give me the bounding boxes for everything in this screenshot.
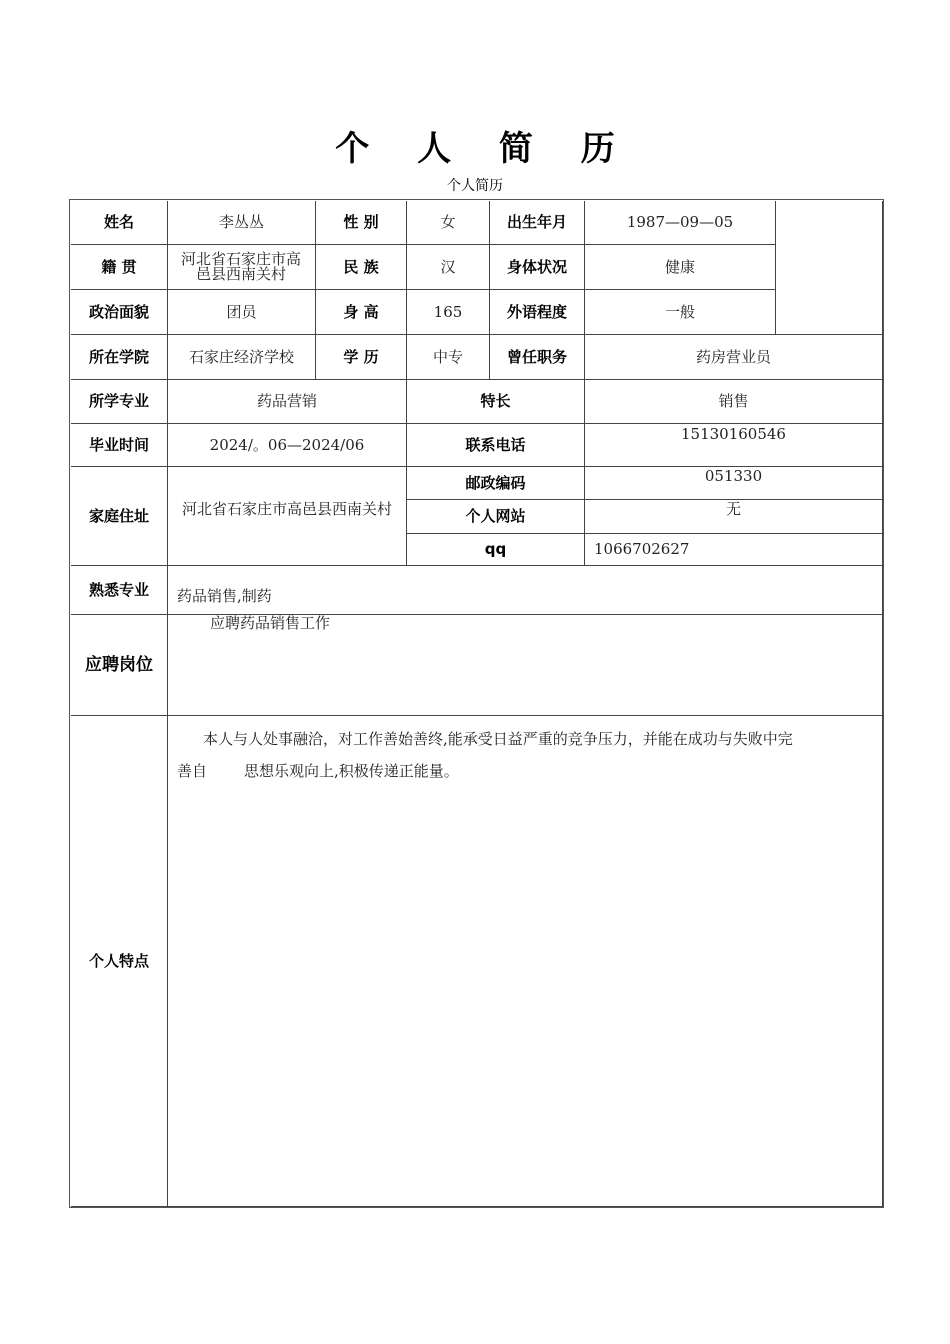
traits-line-2a: 善自	[177, 761, 208, 780]
document-subtitle: 个人简历	[447, 178, 503, 194]
value-familiar: 药品销售,制药	[177, 586, 272, 605]
label-gender: 性 别	[343, 213, 379, 231]
label-name: 姓名	[103, 213, 134, 231]
value-major: 药品营销	[256, 392, 317, 410]
label-specialty: 特长	[480, 392, 511, 410]
label-birth: 出生年月	[506, 213, 567, 231]
value-health: 健康	[664, 257, 695, 276]
photo-area	[776, 201, 882, 334]
label-familiar: 熟悉专业	[88, 580, 149, 599]
value-position-applied: 应聘药品销售工作	[210, 614, 331, 632]
label-education: 学 历	[343, 347, 379, 366]
value-school: 石家庄经济学校	[188, 347, 294, 366]
document-title: 个 人 简 历	[335, 129, 633, 169]
label-graduation: 毕业时间	[88, 435, 149, 454]
value-native-place: 河北省石家庄市高邑县西南关村	[180, 250, 301, 283]
label-phone: 联系电话	[465, 435, 526, 454]
value-gender: 女	[440, 213, 456, 231]
traits-line-1: 本人与人处事融洽，对工作善始善终,能承受日益严重的竞争压力，并能在成功与失败中完	[203, 729, 793, 748]
value-graduation: 2024/。06—2024/06	[209, 435, 365, 454]
value-name: 李丛丛	[218, 213, 264, 231]
value-phone: 15130160546	[681, 425, 786, 443]
value-former-position: 药房营业员	[695, 347, 771, 366]
label-foreign-language: 外语程度	[506, 302, 567, 321]
label-postcode: 邮政编码	[465, 473, 526, 492]
label-ethnicity: 民 族	[343, 257, 379, 276]
label-height: 身 高	[343, 302, 379, 321]
label-personal-traits: 个人特点	[88, 951, 149, 970]
label-political-status: 政治面貌	[88, 302, 149, 321]
label-home-address: 家庭住址	[88, 506, 149, 525]
value-postcode: 051330	[704, 467, 763, 485]
value-ethnicity: 汉	[440, 257, 456, 276]
label-native-place: 籍 贯	[101, 257, 137, 276]
value-birth: 1987—09—05	[626, 213, 734, 231]
value-qq: 1066702627	[594, 540, 690, 558]
label-position-applied: 应聘岗位	[85, 654, 153, 675]
label-website: 个人网站	[465, 507, 526, 525]
value-education: 中专	[432, 347, 463, 366]
value-home-address: 河北省石家庄市高邑县西南关村	[181, 500, 392, 518]
value-height: 165	[433, 302, 463, 321]
label-health: 身体状况	[506, 257, 567, 276]
value-political-status: 团员	[226, 302, 257, 321]
value-specialty: 销售	[718, 392, 749, 410]
label-qq: qq	[484, 540, 507, 558]
traits-line-2b: 思想乐观向上,积极传递正能量。	[244, 761, 459, 780]
label-former-position: 曾任职务	[506, 347, 567, 366]
value-foreign-language: 一般	[664, 302, 695, 321]
label-school: 所在学院	[88, 347, 149, 366]
value-website: 无	[725, 500, 741, 518]
label-major: 所学专业	[88, 392, 149, 410]
